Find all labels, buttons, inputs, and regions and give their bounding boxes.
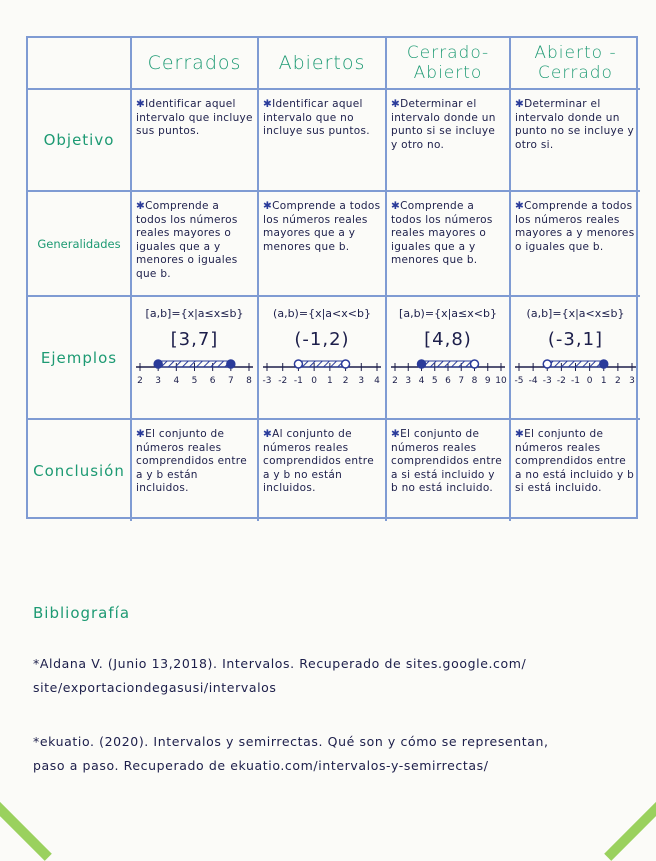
closed-endpoint	[418, 360, 426, 368]
tick-label: 8	[246, 376, 252, 386]
tick-label: 10	[495, 376, 507, 386]
tick-label: 0	[586, 376, 593, 386]
number-line	[132, 353, 257, 413]
number-line	[511, 353, 640, 413]
closed-endpoint	[600, 360, 608, 368]
interval-band	[547, 361, 604, 367]
ejemplo-formula: (a,b]={x|a<x≤b}	[526, 307, 625, 320]
ejemplo-formula: [a,b]={x|a≤x≤b}	[145, 307, 244, 320]
tick-label: 5	[431, 376, 438, 386]
tick-label: 6	[445, 376, 451, 386]
intervals-table	[26, 36, 638, 519]
conclusion-abiertos: ✱Al conjunto de números reales comprendidos entre a y b no están incluidos.	[259, 420, 387, 521]
tick-label: -5	[514, 376, 524, 386]
generalidades-cerrados: ✱Comprende a todos los números reales mayores o iguales que a y menores o iguales que b.	[132, 192, 259, 297]
ejemplo-cerrado-abierto	[387, 297, 511, 420]
objetivo-abiertos: ✱Identificar aquel intervalo que no incluye sus puntos.	[259, 90, 387, 192]
tick-label: -1	[571, 376, 580, 386]
tick-label: -1	[293, 376, 303, 386]
ejemplo-interval: [4,8)	[424, 329, 472, 350]
tick-label: -3	[262, 376, 272, 386]
objetivo-cerrados: ✱Identificar aquel intervalo que incluye sus puntos.	[132, 90, 259, 192]
table-corner-cell	[28, 38, 132, 90]
generalidades-abiertos: ✱Comprende a todos los números reales mayores que a y menores que b.	[259, 192, 387, 297]
reference-2	[33, 730, 645, 778]
interval-band	[298, 361, 345, 367]
tick-label: 2	[342, 376, 349, 386]
tick-label: -2	[278, 376, 288, 386]
ejemplo-abiertos	[259, 297, 387, 420]
corner-decoration-left	[0, 797, 52, 861]
ejemplo-interval: (-3,1]	[547, 329, 604, 350]
tick-label: 2	[392, 376, 398, 386]
closed-endpoint	[154, 360, 162, 368]
reference-2-line-1: *ekuatio. (2020). Intervalos y semirrectas. Qué son y cómo se representan,	[33, 734, 549, 749]
header-abierto-cerrado: Abierto - Cerrado	[511, 38, 640, 90]
generalidades-abierto-cerrado: ✱Comprende a todos los números reales mayores a y menores o iguales que b.	[511, 192, 640, 297]
tick-label: 6	[209, 376, 216, 386]
tick-label: -4	[528, 376, 538, 386]
interval-band	[158, 361, 231, 367]
row-label-conclusion: Conclusión	[28, 420, 132, 521]
number-line	[387, 353, 509, 413]
tick-label: 5	[191, 376, 198, 386]
tick-label: 1	[326, 376, 333, 386]
ejemplo-interval: (-1,2)	[294, 329, 350, 350]
objetivo-cerrado-abierto: ✱Determinar el intervalo donde un punto si se incluye y otro no.	[387, 90, 511, 192]
objetivo-abierto-cerrado: ✱Determinar el intervalo donde un punto no se incluye y otro si.	[511, 90, 640, 192]
conclusion-cerrado-abierto: ✱El conjunto de números reales comprendidos entre a si está incluido y b no está incluido.	[387, 420, 511, 521]
tick-label: 2	[137, 376, 143, 386]
tick-label: 4	[418, 376, 425, 386]
tick-label: 4	[374, 376, 380, 386]
tick-label: 0	[311, 376, 318, 386]
tick-label: 7	[458, 376, 465, 386]
tick-label: 7	[227, 376, 234, 386]
tick-label: 3	[155, 376, 162, 386]
open-endpoint	[294, 360, 302, 368]
corner-decoration-right	[604, 797, 656, 861]
bibliografia-title: Bibliografía	[33, 604, 131, 622]
row-label-objetivo: Objetivo	[28, 90, 132, 192]
tick-label: 9	[484, 376, 491, 386]
ejemplo-abierto-cerrado	[511, 297, 640, 420]
open-endpoint	[543, 360, 551, 368]
tick-label: -2	[556, 376, 566, 386]
tick-label: 3	[629, 376, 635, 386]
number-line	[259, 353, 385, 413]
tick-label: 3	[358, 376, 365, 386]
closed-endpoint	[227, 360, 235, 368]
row-label-generalidades: Generalidades	[28, 192, 132, 297]
header-abiertos: Abiertos	[259, 38, 387, 90]
header-cerrado-abierto: Cerrado- Abierto	[387, 38, 511, 90]
tick-label: 1	[600, 376, 607, 386]
reference-1-line-1: *Aldana V. (Junio 13,2018). Intervalos. Recuperado de sites.google.com/	[33, 656, 527, 671]
ejemplo-interval: [3,7]	[170, 329, 219, 350]
tick-label: 3	[405, 376, 412, 386]
generalidades-cerrado-abierto: ✱Comprende a todos los números reales mayores o iguales que a y menores que b.	[387, 192, 511, 297]
tick-label: 2	[615, 376, 621, 386]
tick-label: -3	[542, 376, 552, 386]
ejemplo-cerrados	[132, 297, 259, 420]
header-cerrados: Cerrados	[132, 38, 259, 90]
interval-band	[422, 361, 475, 367]
open-endpoint	[471, 360, 479, 368]
tick-label: 4	[173, 376, 180, 386]
open-endpoint	[342, 360, 350, 368]
conclusion-abierto-cerrado: ✱El conjunto de números reales comprendidos entre a no está incluido y b si está incluido.	[515, 428, 635, 494]
ejemplo-formula: [a,b)={x|a≤x<b}	[399, 307, 497, 320]
reference-1-line-2: site/exportaciondegasusi/intervalos	[33, 680, 277, 695]
row-label-ejemplos: Ejemplos	[28, 297, 132, 420]
reference-2-line-2: paso a paso. Recuperado de ekuatio.com/intervalos-y-semirrectas/	[33, 758, 489, 773]
conclusion-cerrados: ✱El conjunto de números reales comprendidos entre a y b están incluidos.	[132, 420, 259, 521]
reference-1	[33, 652, 645, 700]
ejemplo-formula: (a,b)={x|a<x<b}	[273, 307, 371, 320]
tick-label: 8	[471, 376, 478, 386]
